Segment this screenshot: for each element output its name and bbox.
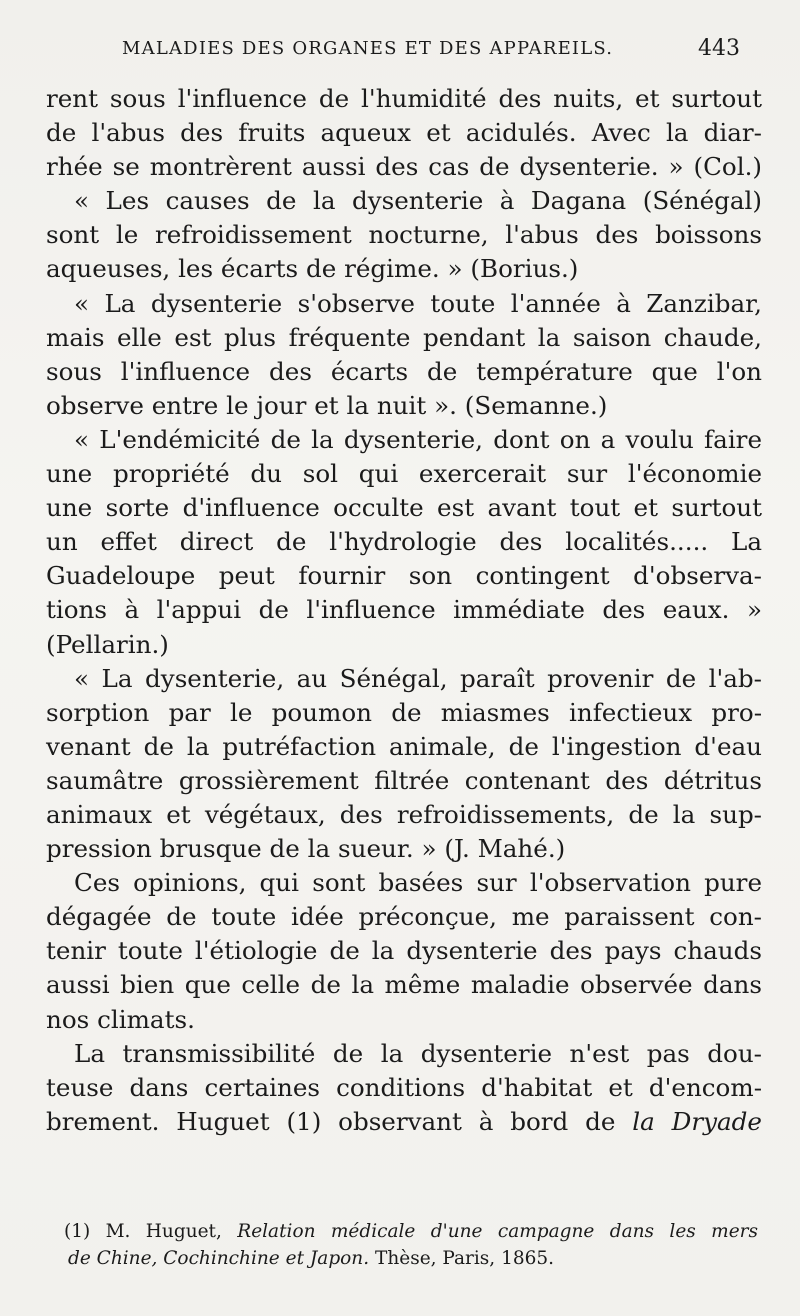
footnote-rest: Thèse, Paris, 1865. (375, 1248, 555, 1269)
text-line: aqueuses, les écarts de régime. » (Borius.) (46, 254, 579, 284)
text-line: animaux et végétaux, des refroidissements, de la sup- (46, 799, 762, 829)
text-line: une propriété du sol qui exercerait sur l'économie (46, 459, 762, 489)
text-line: La transmissibilité de la dysenterie n'est pas dou- (74, 1038, 762, 1068)
text-line: de l'abus des fruits aqueux et acidulés. Avec la diar- (46, 118, 762, 148)
text-line: pression brusque de la sueur. » (J. Mahé.) (46, 834, 566, 864)
page-number: 443 (698, 36, 740, 61)
text-line: saumâtre grossièrement filtrée contenant des détritus (46, 765, 762, 795)
text-line: aussi bien que celle de la même maladie observée dans (46, 970, 762, 1000)
footnote-marker: (1) M. Huguet, (64, 1221, 222, 1242)
text-line: une sorte d'influence occulte est avant tout et surtout (46, 493, 762, 523)
footnote-line (64, 1218, 758, 1245)
text-line: un effet direct de l'hydrologie des localités..... La (46, 527, 762, 557)
text-line: teuse dans certaines conditions d'habitat et d'encom- (46, 1072, 762, 1102)
text-line: « Les causes de la dysenterie à Dagana (Sénégal) (74, 186, 762, 216)
text-line: « L'endémicité de la dysenterie, dont on a voulu faire (74, 424, 762, 454)
footnote-title-part1: Relation médicale d'une campagne dans les mers (237, 1221, 758, 1242)
text-line: tenir toute l'étiologie de la dysenterie des pays chauds (46, 936, 762, 966)
text-line: Ces opinions, qui sont basées sur l'observation pure (74, 868, 762, 898)
text-line: « La dysenterie s'observe toute l'année à Zanzibar, (74, 288, 762, 318)
text-line: rent sous l'influence de l'humidité des nuits, et surtout (46, 84, 762, 113)
text-line: mais elle est plus fréquente pendant la saison chaude, (46, 322, 762, 352)
text-line: venant de la putréfaction animale, de l'ingestion d'eau (46, 731, 762, 761)
body-text (46, 82, 762, 1139)
page-header (122, 36, 744, 70)
text-line (46, 1105, 762, 1139)
text-line: observe entre le jour et la nuit ». (Semanne.) (46, 390, 608, 420)
footnote (64, 1218, 758, 1272)
text-line: dégagée de toute idée préconçue, me paraissent con- (46, 902, 762, 932)
text-line: (Pellarin.) (46, 629, 169, 659)
text-line-part: brement. Huguet (1) observant à bord de (46, 1106, 616, 1136)
text-line: sorption par le poumon de miasmes infectieux pro- (46, 697, 762, 727)
ship-name: la Dryade (632, 1106, 762, 1136)
text-line: sous l'influence des écarts de température que l'on (46, 356, 762, 386)
text-line: nos climats. (46, 1004, 195, 1034)
running-title: MALADIES DES ORGANES ET DES APPAREILS. (122, 38, 614, 59)
text-line: « La dysenterie, au Sénégal, paraît provenir de l'ab- (74, 663, 762, 693)
text-line: rhée se montrèrent aussi des cas de dysenterie. » (Col.) (46, 152, 762, 182)
footnote-title-part2: de Chine, Cochinchine et Japon. (68, 1248, 370, 1269)
text-line: tions à l'appui de l'influence immédiate des eaux. » (46, 595, 762, 625)
text-line: sont le refroidissement nocturne, l'abus des boissons (46, 220, 762, 250)
footnote-line (64, 1245, 758, 1272)
text-line: Guadeloupe peut fournir son contingent d'observa- (46, 561, 762, 591)
